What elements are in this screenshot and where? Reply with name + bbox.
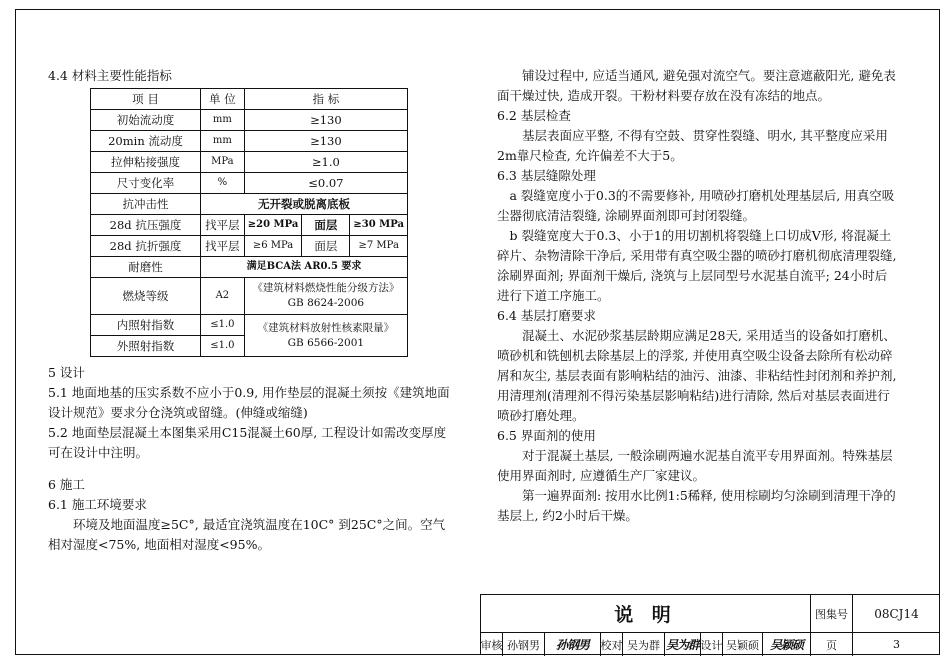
- row-value: 无开裂或脱离底板: [201, 194, 408, 215]
- row-unit: %: [201, 173, 245, 194]
- row-value: ≥130: [244, 131, 407, 152]
- atlas-number: 08CJ14: [853, 595, 940, 633]
- table-row: [91, 131, 408, 152]
- title-block: [480, 594, 939, 655]
- section-6-2-body: 基层表面应平整, 不得有空鼓、贯穿性裂缝、明水, 其平整度应采用2m靠尺检查, 允许偏差不大于5。: [497, 128, 888, 163]
- row-value: ≤0.07: [244, 173, 407, 194]
- table-row: [91, 194, 408, 215]
- checker-signature: 吴为群: [665, 633, 701, 656]
- section-5-title: 5 设计: [48, 365, 85, 380]
- header-indicator: 指 标: [244, 89, 407, 110]
- row-layer: 面层: [302, 236, 350, 257]
- row-value: ≥7 MPa: [350, 236, 408, 257]
- reviewer-name: 孙钢男: [503, 633, 545, 656]
- row-label: 内照射指数: [91, 315, 201, 336]
- section-6-4-body: 混凝土、水泥砂浆基层龄期应满足28天, 采用适当的设备如打磨机、喷砂机和铣刨机去除基层上的浮浆, 并使用真空吸尘设备去除所有松动碎屑和灰尘, 基层表面有影响粘结的油污、油漆、非粘结性封闭剂和养护剂, 用清理剂(清理剂不得污染基层影响粘结)进行清除, 然后对基层表面进行喷砂打磨处理。: [497, 328, 897, 423]
- row-layer: 面层: [302, 215, 350, 236]
- section-5-2: 5.2 地面垫层混凝土本图集采用C15混凝土60厚, 工程设计如需改变厚度可在设计中注明。: [48, 425, 447, 460]
- row-unit: mm: [201, 131, 245, 152]
- design-label: 设计: [701, 633, 723, 656]
- table-row: [91, 236, 408, 257]
- table-row: [91, 278, 408, 315]
- row-label: 28d 抗压强度: [91, 215, 201, 236]
- header-item: 项 目: [91, 89, 201, 110]
- section-6-3-a: a 裂缝宽度小于0.3的不需要修补, 用喷砂打磨机处理基层后, 用真空吸尘器彻底清洁裂缝, 涂刷界面剂即可封闭裂缝。: [497, 188, 895, 223]
- section-5-1: 5.1 地面地基的压实系数不应小于0.9, 用作垫层的混凝土须按《建筑地面设计规范》要求分仓浇筑或留缝。(伸缝或缩缝): [48, 385, 450, 420]
- table-row: [91, 315, 408, 336]
- row-value: ≥30 MPa: [350, 215, 408, 236]
- row-value: ≥1.0: [244, 152, 407, 173]
- right-column: [497, 66, 897, 526]
- standard-name: 《建筑材料放射性核素限量》: [257, 321, 395, 334]
- section-6-3-title: 6.3 基层缝隙处理: [497, 168, 596, 183]
- section-6-1-body: 环境及地面温度≥5C°, 最适宜浇筑温度在10C° 到25C°之间。空气相对湿度<75%, 地面相对湿度<95%。: [48, 517, 446, 552]
- designer-signature: 吴颖硕: [763, 633, 811, 656]
- checker-name: 吴为群: [623, 633, 665, 656]
- table-row: [91, 110, 408, 131]
- row-layer: 找平层: [201, 215, 245, 236]
- standard-code: GB 8624-2006: [287, 297, 365, 309]
- review-label: 审核: [481, 633, 503, 656]
- table-row: [91, 257, 408, 278]
- section-6-1-title: 6.1 施工环境要求: [48, 497, 147, 512]
- row-value: 满足BCA法 AR0.5 要求: [201, 257, 408, 278]
- row-label: 拉伸粘接强度: [91, 152, 201, 173]
- drawing-title: 说 明: [481, 595, 811, 633]
- section-6-title: 6 施工: [48, 477, 85, 492]
- row-value: [244, 278, 407, 315]
- row-value: [244, 315, 407, 357]
- row-label: 尺寸变化率: [91, 173, 201, 194]
- row-unit: mm: [201, 110, 245, 131]
- table-row: [91, 152, 408, 173]
- table-row: [91, 215, 408, 236]
- row-label: 初始流动度: [91, 110, 201, 131]
- reviewer-signature: 孙钢男: [545, 633, 601, 656]
- row-layer: 找平层: [201, 236, 245, 257]
- section-6-5-p2: 第一遍界面剂: 按用水比例1:5稀释, 使用棕刷均匀涂刷到清理干净的基层上, 约2小时后干燥。: [497, 488, 896, 523]
- row-unit: ≤1.0: [201, 336, 245, 357]
- row-value: ≥6 MPa: [244, 236, 302, 257]
- table-header-row: [91, 89, 408, 110]
- row-unit: ≤1.0: [201, 315, 245, 336]
- standard-code: GB 6566-2001: [287, 336, 365, 349]
- section-6-3-b: b 裂缝宽度大于0.3、小于1的用切割机将裂缝上口切成V形, 将混凝土碎片、杂物清除干净后, 采用带有真空吸尘器的喷砂打磨机彻底清理裂缝, 涂刷界面剂; 界面剂干燥后, 浇筑与上层同型号水泥基自流平; 24小时后进行下道工序施工。: [497, 228, 897, 303]
- row-value: ≥20 MPa: [244, 215, 302, 236]
- row-label: 20min 流动度: [91, 131, 201, 152]
- row-unit: MPa: [201, 152, 245, 173]
- row-value: ≥130: [244, 110, 407, 131]
- row-label: 28d 抗折强度: [91, 236, 201, 257]
- left-column: [48, 66, 453, 555]
- row-label: 抗冲击性: [91, 194, 201, 215]
- table-row: [91, 173, 408, 194]
- check-label: 校对: [601, 633, 623, 656]
- section-6-5-title: 6.5 界面剂的使用: [497, 428, 596, 443]
- ventilation-paragraph: 铺设过程中, 应适当通风, 避免强对流空气。要注意遮蔽阳光, 避免表面干燥过快, 造成开裂。干粉材料要存放在没有冻结的地点。: [497, 68, 896, 103]
- row-unit: A2: [201, 278, 245, 315]
- row-label: 耐磨性: [91, 257, 201, 278]
- standard-name: 《建筑材料燃烧性能分级方法》: [252, 282, 400, 294]
- designer-name: 吴颖硕: [723, 633, 763, 656]
- section-4-4-title: 4.4 材料主要性能指标: [48, 68, 172, 83]
- header-unit: 单 位: [201, 89, 245, 110]
- material-properties-table: [90, 88, 408, 357]
- section-6-5-p1: 对于混凝土基层, 一般涂刷两遍水泥基自流平专用界面剂。特殊基层使用界面剂时, 应遵循生产厂家建议。: [497, 448, 893, 483]
- row-label: 燃烧等级: [91, 278, 201, 315]
- page-label: 页: [811, 633, 853, 656]
- section-6-2-title: 6.2 基层检查: [497, 108, 571, 123]
- section-6-4-title: 6.4 基层打磨要求: [497, 308, 596, 323]
- page-number: 3: [893, 638, 900, 651]
- atlas-label: 图集号: [811, 595, 853, 633]
- row-label: 外照射指数: [91, 336, 201, 357]
